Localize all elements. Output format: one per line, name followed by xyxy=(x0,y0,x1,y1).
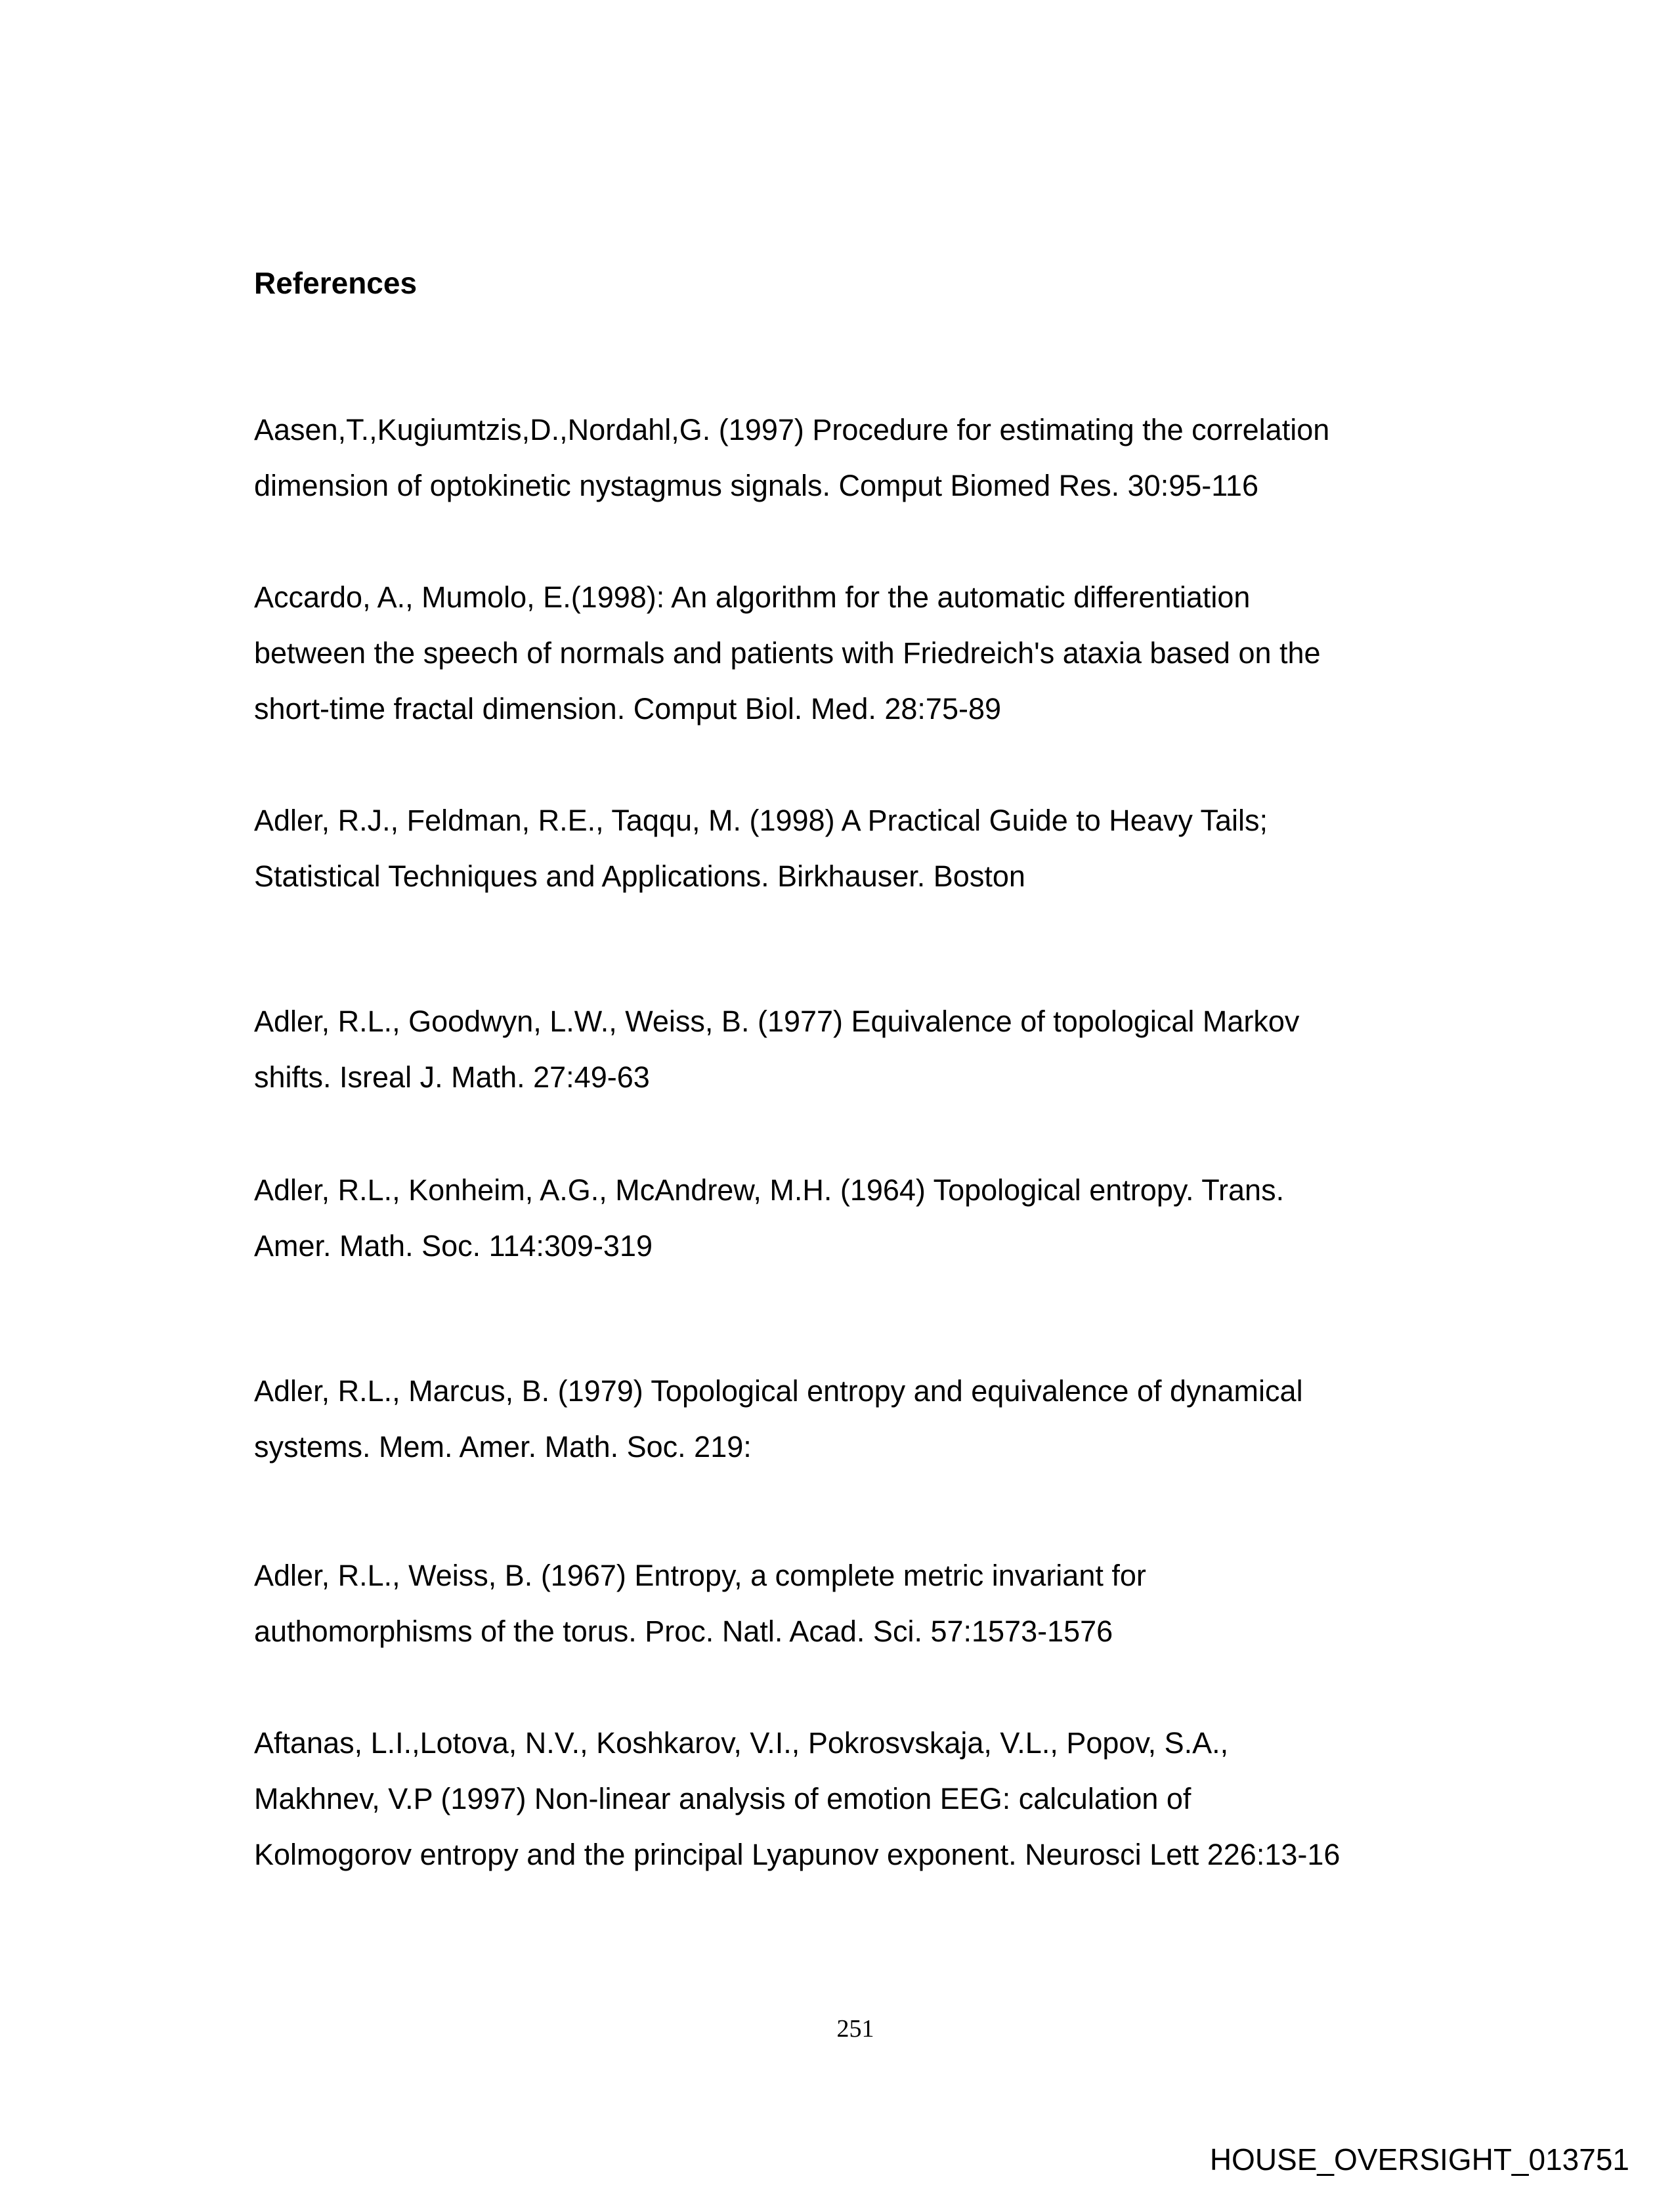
reference-entry xyxy=(254,792,1268,904)
reference-entry xyxy=(254,1363,1303,1475)
reference-line: between the speech of normals and patients with Friedreich's ataxia based on the xyxy=(254,636,1321,670)
reference-line: dimension of optokinetic nystagmus signals. Comput Biomed Res. 30:95-116 xyxy=(254,469,1258,502)
reference-entry xyxy=(254,1548,1146,1659)
reference-line: Aftanas, L.I.,Lotova, N.V., Koshkarov, V.I., Pokrosvskaja, V.L., Popov, S.A., xyxy=(254,1726,1229,1760)
reference-line: Adler, R.L., Goodwyn, L.W., Weiss, B. (1977) Equivalence of topological Markov xyxy=(254,1005,1300,1038)
bates-number: HOUSE_OVERSIGHT_013751 xyxy=(1209,2142,1629,2177)
reference-line: Amer. Math. Soc. 114:309-319 xyxy=(254,1229,653,1263)
reference-entry xyxy=(254,1715,1340,1882)
reference-line: Kolmogorov entropy and the principal Lyapunov exponent. Neurosci Lett 226:13-16 xyxy=(254,1838,1341,1871)
reference-entry xyxy=(254,993,1299,1105)
page-number: 251 xyxy=(836,2015,874,2043)
reference-line: authomorphisms of the torus. Proc. Natl. Acad. Sci. 57:1573-1576 xyxy=(254,1615,1113,1648)
reference-line: Makhnev, V.P (1997) Non-linear analysis of emotion EEG: calculation of xyxy=(254,1782,1191,1815)
reference-entry xyxy=(254,402,1329,513)
reference-line: Adler, R.L., Konheim, A.G., McAndrew, M.H. (1964) Topological entropy. Trans. xyxy=(254,1173,1285,1207)
references-heading: References xyxy=(254,266,418,300)
reference-line: Accardo, A., Mumolo, E.(1998): An algorithm for the automatic differentiation xyxy=(254,580,1251,614)
reference-line: Adler, R.J., Feldman, R.E., Taqqu, M. (1998) A Practical Guide to Heavy Tails; xyxy=(254,804,1268,837)
reference-line: Statistical Techniques and Applications. Birkhauser. Boston xyxy=(254,859,1025,893)
reference-entry xyxy=(254,569,1321,737)
reference-line: shifts. Isreal J. Math. 27:49-63 xyxy=(254,1060,650,1094)
reference-line: Adler, R.L., Weiss, B. (1967) Entropy, a complete metric invariant for xyxy=(254,1559,1146,1592)
reference-line: Adler, R.L., Marcus, B. (1979) Topological entropy and equivalence of dynamical xyxy=(254,1374,1303,1408)
reference-line: short-time fractal dimension. Comput Biol. Med. 28:75-89 xyxy=(254,692,1002,726)
reference-line: Aasen,T.,Kugiumtzis,D.,Nordahl,G. (1997) Procedure for estimating the correlation xyxy=(254,413,1330,446)
reference-entry xyxy=(254,1162,1284,1274)
reference-line: systems. Mem. Amer. Math. Soc. 219: xyxy=(254,1430,752,1464)
